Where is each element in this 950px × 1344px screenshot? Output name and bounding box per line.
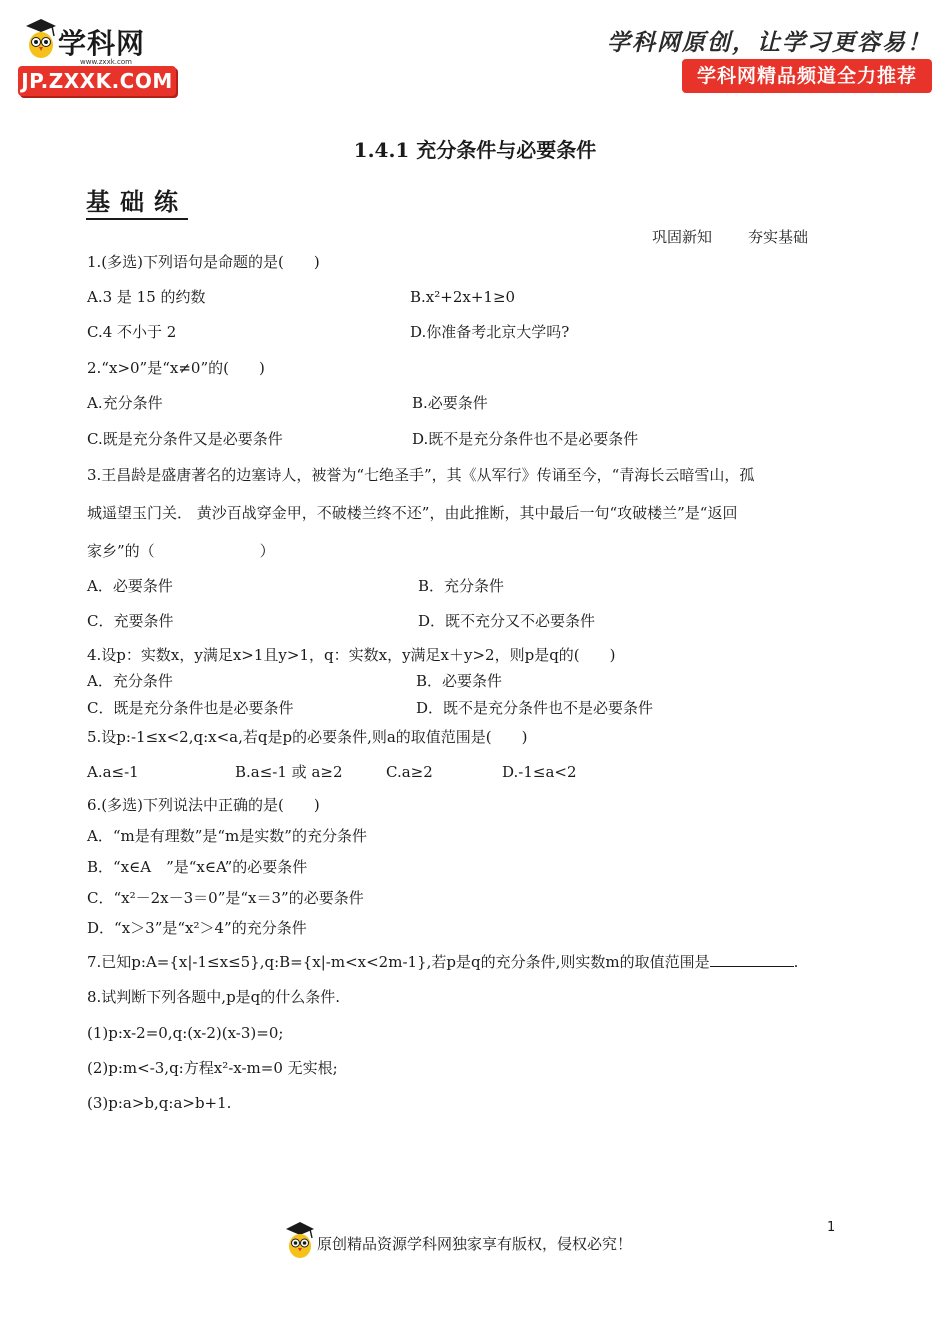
page-number: 1: [827, 1220, 836, 1235]
q7-end: .: [793, 953, 799, 971]
q5-option-c: C.a≥2: [386, 763, 433, 781]
q2-option-b: B.必要条件: [412, 394, 488, 412]
q8-stem: 8.试判断下列各题中,p是q的什么条件.: [87, 988, 341, 1006]
q4-option-c: C．既是充分条件也是必要条件: [87, 699, 294, 717]
q1-option-c: C.4 不小于 2: [87, 323, 177, 341]
q4-option-b: B．必要条件: [416, 672, 503, 690]
subtitle-2: 夯实基础: [748, 228, 809, 246]
q4-option-d: D．既不是充分条件也不是必要条件: [416, 699, 654, 717]
q8-sub-3: (3)p:a>b,q:a>b+1.: [87, 1094, 232, 1112]
logo-badge: JP.ZXXK.COM: [18, 66, 176, 96]
q6-option-d: D．“x＞3”是“x²＞4”的充分条件: [87, 919, 307, 937]
slogan: 学科网原创，让学习更容易！: [607, 29, 932, 56]
page-title: 1.4.1 充分条件与必要条件: [353, 138, 597, 162]
q4-option-a: A．充分条件: [87, 672, 173, 690]
q7-line: [87, 952, 798, 972]
q8-sub-1: (1)p:x-2=0,q:(x-2)(x-3)=0;: [87, 1024, 284, 1042]
q5-option-d: D.-1≤a<2: [502, 763, 577, 781]
q3-option-d: D．既不充分又不必要条件: [418, 612, 596, 630]
q3-option-a: A．必要条件: [87, 577, 173, 595]
promo-banner: 学科网精品频道全力推荐: [682, 59, 932, 93]
q3-line-1: 3.王昌龄是盛唐著名的边塞诗人，被誉为“七绝圣手”，其《从军行》传诵至今，“青海长云暗雪山，孤: [87, 466, 755, 484]
q1-option-b: B.x²+2x+1≥0: [410, 288, 516, 306]
q3-line-3: 家乡”的（ ）: [87, 542, 275, 560]
owl-icon: [283, 1220, 317, 1260]
q2-stem: 2.“x>0”是“x≠0”的( ): [87, 359, 265, 377]
q4-stem: 4.设p：实数x，y满足x>1且y>1，q：实数x，y满足x＋y>2，则p是q的( ): [87, 646, 616, 664]
q6-option-b: B．“x∈A ”是“x∈A”的必要条件: [87, 858, 308, 876]
answer-blank: [710, 952, 794, 967]
footer-copyright: 原创精品资源学科网独家享有版权，侵权必究！: [317, 1235, 633, 1253]
q2-option-a: A.充分条件: [87, 394, 163, 412]
q3-option-c: C．充要条件: [87, 612, 174, 630]
owl-icon: [22, 16, 60, 62]
q5-stem: 5.设p:-1≤x<2,q:x<a,若q是p的必要条件,则a的取值范围是( ): [87, 728, 528, 746]
logo-name: 学科网: [58, 27, 146, 60]
q3-line-2: 城遥望玉门关． 黄沙百战穿金甲，不破楼兰终不还”，由此推断，其中最后一句“攻破楼兰”是“返回: [87, 504, 738, 522]
subtitle-1: 巩固新知: [652, 228, 713, 246]
q1-option-d: D.你准备考北京大学吗?: [410, 323, 570, 341]
q6-option-a: A．“m是有理数”是“m是实数”的充分条件: [87, 827, 367, 845]
q7-stem: 7.已知p:A={x|-1≤x≤5},q:B={x|-m<x<2m-1},若p是q的充分条件,则实数m的取值范围是: [87, 953, 710, 971]
q5-option-b: B.a≤-1 或 a≥2: [235, 763, 343, 781]
section-heading: 基础练: [86, 182, 188, 220]
logo: [18, 14, 183, 98]
q8-sub-2: (2)p:m<-3,q:方程x²-x-m=0 无实根;: [87, 1059, 338, 1077]
q3-option-b: B．充分条件: [418, 577, 505, 595]
q6-option-c: C．“x²－2x－3＝0”是“x＝3”的必要条件: [87, 889, 364, 907]
q2-option-d: D.既不是充分条件也不是必要条件: [412, 430, 639, 448]
q1-stem: 1.(多选)下列语句是命题的是( ): [87, 253, 320, 271]
logo-url: www.zxxk.com: [80, 58, 132, 66]
q6-stem: 6.(多选)下列说法中正确的是( ): [87, 796, 320, 814]
q1-option-a: A.3 是 15 的约数: [87, 288, 206, 306]
q2-option-c: C.既是充分条件又是必要条件: [87, 430, 283, 448]
q5-option-a: A.a≤-1: [87, 763, 139, 781]
